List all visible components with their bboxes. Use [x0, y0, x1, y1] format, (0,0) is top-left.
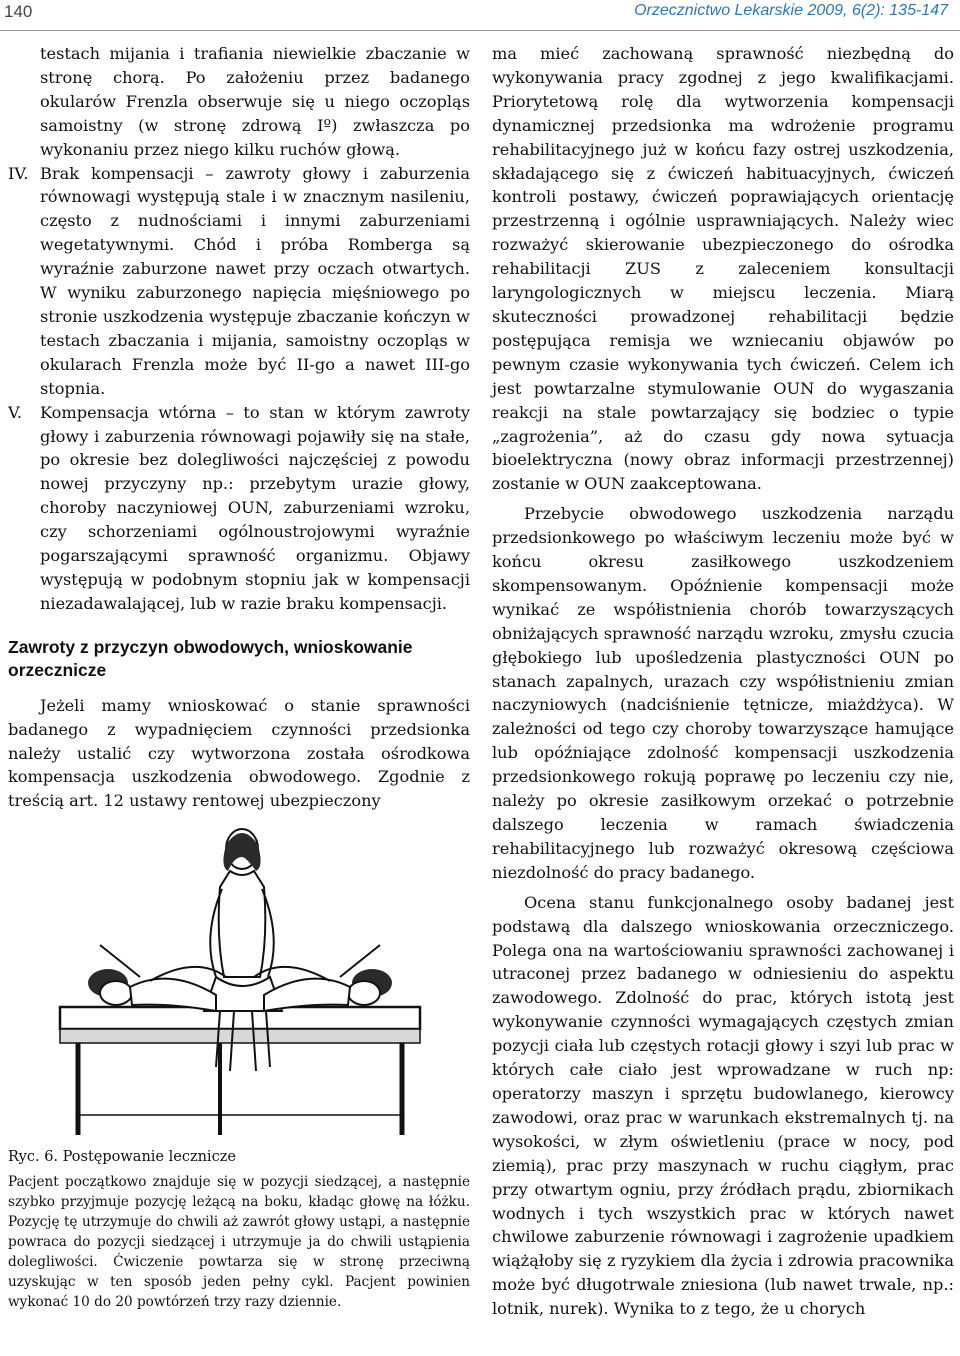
page-header: [0, 0, 960, 34]
header-rule: [0, 30, 960, 31]
right-column: [492, 42, 954, 1321]
left-column: [8, 42, 470, 1312]
journal-reference: Orzecznictwo Lekarskie 2009, 6(2): 135-147: [634, 2, 948, 19]
figure-illustration: [20, 827, 460, 1137]
page-number: 140: [4, 2, 33, 21]
paragraph-continuation: testach mijania i trafiania niewielkie zbaczanie w stronę chorą. Po założeniu przez badanego okularów Frenzla obserwuje się u niego oczopląs samoistny (w stronę zdrową Iº) zwłaszcza po wykonaniu przez niego kilku ruchów głową.: [40, 44, 470, 159]
figure-caption-title: Ryc. 6. Postępowanie lecznicze: [8, 1149, 236, 1166]
list-label-v: V.: [8, 402, 23, 422]
list-text-iv: Brak kompensacji – zawroty głowy i zaburzenia równowagi występują stale i w znacznym nasileniu, często z nudnościami i innymi zaburzeniami wegetatywnymi. Chód i próba Romberga są wyraźnie zaburzone nawet przy oczach otwartych. W wyniku zaburzonego napięcia mięśniowego po stronie uszkodzenia występuje zbaczanie kończyn w testach zbaczania i mijania, samoistny oczopląs w okularach Frenzla może być II-go a nawet III-go stopnia.: [40, 163, 470, 398]
section-heading: Zawroty z przyczyn obwodowych, wnioskowanie orzecznicze: [8, 636, 413, 680]
list-text-v: Kompensacja wtórna – to stan w którym zawroty głowy i zaburzenia równowagi pojawiły się na stałe, po okresie bez dolegliwości najczęściej z powodu nowej przyczyny np.: przebytym urazie głowy, choroby naczyniowej OUN, zaburzeniami wzroku, czy schorzeniami ogólnoustrojowymi wyraźnie pogarszającymi sprawność organizmu. Objawy występują w podobnym stopniu jak w kompensacji niezadawalającej, lub w razie braku kompensacji.: [40, 402, 470, 613]
list-label-iv: IV.: [8, 163, 29, 183]
paragraph-after-heading: Jeżeli mamy wnioskować o stanie sprawności badanego z wypadnięciem czynności przedsionka należy ustalić czy wytworzona została ośrodkowa kompensacja uszkodzenia obwodowego. Zgodnie z treścią art. 12 ustawy rentowej ubezpieczony: [8, 695, 470, 811]
figure-caption-text: Pacjent początkowo znajduje się w pozycji siedzącej, a następnie szybko przyjmuje pozycję leżącą na boku, kładąc głowę na łóżku. Pozycję tę utrzymuje do chwili aż zawrót głowy ustąpi, a następnie powraca do pozycji siedzącej i utrzymuje ja do chwili ustąpienia dolegliwości. Ćwiczenie powtarza się w stronę przeciwną uzyskując w ten sposób jeden pełny cykl. Pacjent powinien wykonać 10 do 20 powtórzeń trzy razy dziennie.: [8, 1174, 470, 1311]
paragraph-right-2: Przebycie obwodowego uszkodzenia narządu przedsionkowego po właściwym leczeniu może być w końcu okresu zasiłkowego uszkodzeniem skompensowanym. Opóźnienie kompensacji może wynikać ze współistnienia chorób towarzyszących obniżających sprawność narządu wzroku, zmysłu czucia głębokiego lub upośledzenia plastyczności OUN po stanach zapalnych, urazach czy współistnieniu zmian naczyniowych (nadciśnienie tętnicze, miażdżyca). W zależności od tego czy choroby towarzyszące hamujące lub opóźniające zdolność kompensacji uszkodzenia przedsionkowego rokują poprawę po leczeniu czy nie, należy po okresie zasiłkowym orzekać o potrzebnie dalszego leczenia w ramach świadczenia rehabilitacyjnego lub rozważyć okresową częściowa niezdolność do pracy badanego.: [492, 504, 954, 882]
paragraph-right-3: Ocena stanu funkcjonalnego osoby badanej jest podstawą dla dalszego wnioskowania orzeczniczego. Polega ona na wartościowaniu sprawności zachowanej i utraconej przez badanego w odniesieniu do aspektu zawodowego. Zdolność do prac, których istotą jest wykonywanie czynności wymagających częstych zmian pozycji ciała lub częstych rotacji głowy i szyi lub prac w których całe ciało jest wprowadzane w ruch np: operatorzy maszyn i sprzętu budowlanego, kierowcy zawodowi, oraz prac w warunkach ekstremalnych tj. na wysokości, w złym oświetleniu (prace w nocy, pod ziemią), prac przy maszynach w ruchu ciągłym, prac przy otwartym ogniu, przy źródłach prądu, zbiornikach wodnych i tych wszystkich prac w których nawet chwilowe zaburzenie równowagi i zagrożenie upadkiem wiążąłoby się z ryzykiem dla życia i zdrowia pracownika może być długotrwale zniesiona (lub nawet trwale, np.: lotnik, nurek). Wynika to z tego, że u chorych: [492, 892, 954, 1319]
list-item-iv: [8, 162, 470, 401]
paragraph-right-1: ma mieć zachowaną sprawność niezbędną do wykonywania pracy zgodnej z jego kwalifikacjami. Priorytetową rolę dla wytworzenia kompensacji dynamicznej przedsionka ma wdrożenie programu rehabilitacyjnego już w końcu fazy ostrej uszkodzenia, składającego się z ćwiczeń habituacyjnych, ćwiczeń kontroli postawy, ćwiczeń poprawiających orientację przestrzenną i ogólnie usprawniających. Należy wiec rozważyć skierowanie ubezpieczonego do ośrodka rehabilitacji ZUS z zaleceniem konsultacji laryngologicznych w miejscu leczenia. Miarą skuteczności prowadzonej rehabilitacji będzie postępująca remisja we wzniecaniu objawów po pewnym czasie wykonywania tych ćwiczeń. Celem ich jest powtarzalne stymulowanie OUN do wygaszania reakcji na stale powtarzający się bodziec o typie „zagrożenia”, aż do czasu gdy nowa sytuacja bioelektryczna (nowy obraz informacji przestrzennej) zostanie w OUN zaakceptowana.: [492, 44, 954, 494]
list-item-v: [8, 401, 470, 616]
